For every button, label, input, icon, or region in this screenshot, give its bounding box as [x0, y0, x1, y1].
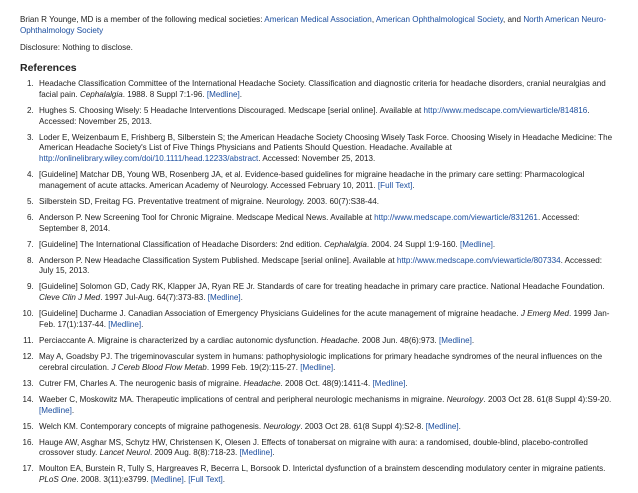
- reference-text: Moulton EA, Burstein R, Tully S, Hargreaves R, Becerra L, Borsook D. Interictal dysfunction of a brainstem descending modulatory center in migraine patients.: [39, 464, 606, 474]
- reference-text: . 2009 Aug. 8(8):718-23.: [149, 448, 240, 458]
- reference-link[interactable]: http://www.medscape.com/viewarticle/814816: [423, 105, 588, 115]
- reference-text: Anderson P. New Headache Classification System Published. Medscape [serial online]. Available at: [39, 255, 397, 265]
- reference-link[interactable]: [Full Text]: [377, 180, 413, 190]
- reference-text: .: [405, 378, 408, 388]
- reference-text: [Guideline] The International Classification of Headache Disorders: 2nd edition.: [39, 239, 325, 249]
- journal-title: J Emerg Med: [520, 309, 569, 319]
- reference-link[interactable]: http://www.medscape.com/viewarticle/831261: [374, 212, 538, 222]
- link-north-american-neuro-ophthalmology-society[interactable]: North American Neuro-Ophthalmology Society: [20, 15, 607, 35]
- journal-title: Headache: [320, 336, 358, 346]
- journal-title: Cephalalgia: [79, 89, 123, 99]
- journal-title: Cleve Clin J Med: [39, 293, 101, 303]
- reference-item: [36, 197, 616, 208]
- references-heading: References: [20, 62, 77, 74]
- reference-item: [36, 79, 616, 101]
- reference-text: Welch KM. Contemporary concepts of migraine pathogenesis.: [39, 421, 264, 431]
- reference-item: [36, 379, 616, 390]
- reference-text: .: [239, 89, 242, 99]
- intro-text: Brian R Younge, MD is a member of the following medical societies:: [20, 15, 265, 24]
- reference-text: Waeber C, Moskowitz MA. Therapeutic implications of central and peripheral neurologic mechanisms in migraine.: [39, 394, 447, 404]
- reference-link[interactable]: [Medline]: [425, 421, 459, 431]
- reference-link[interactable]: [Medline]: [300, 362, 334, 372]
- reference-link[interactable]: [Full Text]: [188, 475, 223, 485]
- reference-text: .: [492, 239, 496, 249]
- reference-text: .: [333, 362, 336, 372]
- reference-text: Headache Classification Committee of the International Headache Society. Classification and diagnostic criteria for headache disorders, cranial neuralgias and facial pain.: [39, 79, 606, 99]
- reference-text: . Accessed: November 25, 2013.: [258, 154, 376, 164]
- link-american-medical-association[interactable]: American Medical Association: [264, 15, 372, 24]
- reference-text: . 1988. 8 Suppl 7:1-96.: [122, 89, 207, 99]
- references-list: [20, 79, 616, 486]
- reference-text: Hauge AW, Asghar MS, Schytz HW, Christensen K, Olesen J. Effects of tonabersat on migraine with aura: a randomised, double-blind, placebo-controlled crossover study.: [39, 437, 588, 458]
- reference-text: .: [458, 421, 461, 431]
- reference-text: Anderson P. New Screening Tool for Chronic Migraine. Medscape Medical News. Available at: [39, 212, 375, 222]
- journal-title: Cephalalgia: [324, 239, 367, 249]
- reference-link[interactable]: [Medline]: [108, 320, 142, 330]
- author-societies-paragraph: Brian R Younge, MD is a member of the following medical societies: American Medical Association, American Ophthalmological Society, and North American Neuro-Ophthalmology Society: [20, 15, 607, 35]
- reference-text: .: [412, 180, 415, 190]
- reference-text: Cutrer FM, Charles A. The neurogenic basis of migraine.: [39, 378, 244, 388]
- reference-text: Perciaccante A. Migraine is characterized by a cardiac autonomic dysfunction.: [39, 336, 321, 346]
- reference-item: [36, 422, 616, 433]
- disclosure-text: Disclosure: Nothing to disclose.: [20, 43, 133, 52]
- reference-link[interactable]: [Medline]: [150, 475, 184, 485]
- reference-text: . Accessed: July 15, 2013.: [39, 255, 602, 276]
- reference-text: .: [240, 293, 243, 303]
- reference-link[interactable]: [Medline]: [207, 293, 241, 303]
- journal-title: PLoS One: [39, 475, 77, 485]
- reference-text: Hughes S. Choosing Wisely: 5 Headache Interventions Discouraged. Medscape [serial online]. Available at: [39, 105, 424, 115]
- reference-link[interactable]: [Medline]: [239, 448, 273, 458]
- reference-item: [36, 464, 616, 486]
- reference-text: . 1999 Feb. 19(2):115-27.: [206, 362, 301, 372]
- reference-link[interactable]: [Medline]: [372, 378, 406, 388]
- reference-text: Loder E, Weizenbaum E, Frishberg B, Silberstein S; the American Headache Society Choosing Wisely Task Force. Choosing Wisely in Headache Medicine: The American Headache Society's List of Five Things Physicians and Patients Should Question. Headache. Available at: [39, 132, 613, 153]
- reference-item: [36, 438, 616, 460]
- reference-text: .: [141, 320, 144, 330]
- reference-link[interactable]: http://onlinelibrary.wiley.com/doi/10.1111/head.12233/abstract: [39, 154, 259, 164]
- reference-text: .: [272, 448, 275, 458]
- journal-title: J Cereb Blood Flow Metab: [111, 362, 207, 372]
- reference-link[interactable]: [Medline]: [206, 89, 240, 99]
- journal-title: Neurology: [446, 394, 484, 404]
- reference-text: .: [183, 475, 189, 485]
- reference-link[interactable]: [Medline]: [460, 239, 493, 249]
- journal-title: Neurology: [263, 421, 301, 431]
- reference-text: . 2003 Oct 28. 61(8 Suppl 4):S2-8.: [300, 421, 426, 431]
- reference-text: [Guideline] Matchar DB, Young WB, Rosenberg JA, et al. Evidence-based guidelines for migraine headache in the primary care setting: Pharmacological management of acute attacks. American Academy of Neurology. Accessed February 10, 2011.: [39, 170, 585, 190]
- reference-link[interactable]: [Medline]: [39, 405, 72, 415]
- link-american-ophthalmological-society[interactable]: American Ophthalmological Society: [375, 15, 504, 24]
- reference-item: [36, 240, 616, 251]
- reference-item: [36, 352, 616, 374]
- reference-text: . 2003 Oct 28. 61(8 Suppl 4):S9-20.: [483, 394, 612, 404]
- reference-item: [36, 170, 616, 192]
- reference-text: . 2008. 3(11):e3799.: [76, 475, 151, 485]
- reference-text: [Guideline] Solomon GD, Cady RK, Klapper JA, Ryan RE Jr. Standards of care for treating headache in primary care practice. National Headache Foundation.: [39, 282, 605, 292]
- reference-text: [Guideline] Ducharme J. Canadian Association of Emergency Physicians Guidelines for the acute management of migraine headache.: [39, 309, 521, 319]
- reference-item: [36, 106, 616, 128]
- journal-title: Headache: [243, 378, 281, 388]
- reference-text: .: [222, 475, 225, 485]
- reference-item: [36, 282, 616, 304]
- reference-text: Silberstein SD, Freitag FG. Preventative treatment of migraine. Neurology. 2003. 60(7):S38-44.: [39, 196, 379, 206]
- reference-item: [36, 309, 616, 331]
- reference-text: . 2008 Oct. 48(9):1411-4.: [280, 378, 373, 388]
- reference-text: . Accessed: September 8, 2014.: [39, 212, 580, 233]
- reference-item: [36, 256, 616, 278]
- reference-item: [36, 133, 616, 165]
- reference-item: [36, 213, 616, 235]
- reference-text: . 1999 Jan-Feb. 17(1):137-44.: [39, 309, 610, 330]
- journal-title: Lancet Neurol: [99, 448, 150, 458]
- reference-item: [36, 336, 616, 347]
- reference-text: . 1997 Jul-Aug. 64(7):373-83.: [100, 293, 208, 303]
- reference-text: May A, Goadsby PJ. The trigeminovascular system in humans: pathophysiologic implications for primary headache syndromes of the neural influences on the cerebral circulation.: [39, 352, 603, 372]
- reference-text: . 2008 Jun. 48(6):973.: [357, 336, 439, 346]
- reference-text: . 2004. 24 Suppl 1:9-160.: [366, 239, 461, 249]
- reference-item: [36, 395, 616, 417]
- reference-link[interactable]: [Medline]: [438, 336, 472, 346]
- reference-text: .: [71, 405, 75, 415]
- reference-text: . Accessed: November 25, 2013.: [39, 105, 590, 126]
- reference-text: .: [471, 336, 475, 346]
- reference-link[interactable]: http://www.medscape.com/viewarticle/807334: [396, 255, 561, 265]
